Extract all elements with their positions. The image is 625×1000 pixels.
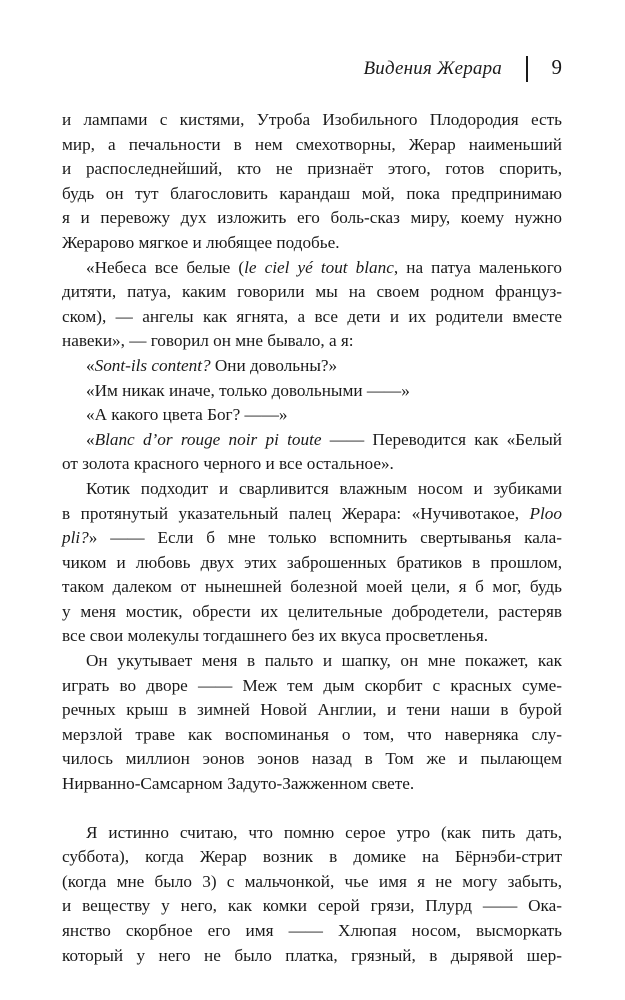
text-line: речных крыш в зимней Новой Англии, и тени наши в бурой <box>62 700 562 720</box>
text-line: дитяти, патуа, каким говорили мы на своем родном француз- <box>62 282 562 302</box>
text-line: в протянутый указательный палец Жерара: «Нучивотакое, Ploo <box>62 503 562 523</box>
text-line: у меня мостик, обрести их целительные добродетели, растеряв <box>62 601 562 621</box>
french-phrase: le ciel yé tout blanc <box>244 257 394 277</box>
text-line: и распоследнейший, кто не признаёт этого, готов спорить, <box>62 159 562 179</box>
text-line: будь он тут благословить карандаш мой, пока предпринимаю <box>62 183 562 203</box>
text-line: pli?» —— Если б мне только вспомнить свертыванья кала- <box>62 528 562 548</box>
text-line: «Sont-ils content? Они довольны?» <box>86 355 338 375</box>
text-line: Он укутывает меня в пальто и шапку, он мне покажет, как <box>86 651 562 671</box>
paragraph <box>62 649 562 797</box>
text-line: Нирванно-Самсарном Задуто-Зажженном свете. <box>62 774 415 794</box>
running-title: Видения Жерара <box>363 58 502 79</box>
running-header <box>62 50 562 90</box>
header-divider <box>526 56 528 82</box>
text-line: мир, а печальности в нем смехотворны, Жерар наименьший <box>62 134 562 154</box>
text-line: (когда мне было 3) с мальчонкой, чье имя я не могу забыть, <box>62 871 562 891</box>
text-line: суббота), когда Жерар возник в домике на Бёрнэби-стрит <box>62 847 562 867</box>
text-line: я и перевожу дух изложить его боль-сказ миру, коему нужно <box>62 208 562 228</box>
paragraph <box>62 403 562 428</box>
text-line: «Им никак иначе, только довольными ——» <box>86 380 410 400</box>
paragraph <box>62 428 562 477</box>
text-line: и веществу у него, как комки серой грязи, Плурд —— Ока- <box>62 896 562 916</box>
text-line: Котик подходит и сварливится влажным носом и зубиками <box>86 478 562 498</box>
text-line: который у него не было платка, грязный, в дырявой шер- <box>62 945 562 965</box>
paragraph <box>62 256 562 354</box>
french-phrase: Ploo <box>529 503 562 523</box>
text-line: «Blanc d’or rouge noir pi toute —— Переводится как «Белый <box>86 429 562 449</box>
french-phrase: pli? <box>62 528 89 548</box>
body-text <box>62 108 562 968</box>
page-number: 9 <box>551 55 562 79</box>
french-phrase: Blanc d’or rouge noir pi toute <box>94 429 322 449</box>
text-line: Я истинно считаю, что помню серое утро (как пить дать, <box>86 822 562 842</box>
text-line: янство скорбное его имя —— Хлюпая носом, высморкать <box>62 921 562 940</box>
text-line: и лампами с кистями, Утроба Изобильного Плодородия есть <box>62 110 562 129</box>
text-line: «Небеса все белые (le ciel yé tout blanc, на патуа маленького <box>86 257 562 277</box>
paragraph <box>62 379 562 404</box>
french-phrase: Sont-ils content? <box>94 355 211 375</box>
text-line: все свои молекулы тогдашнего без их вкуса просветленья. <box>62 626 489 646</box>
paragraph <box>62 477 562 649</box>
text-line: мерзлой траве как воспоминанья о том, что наверняка слу- <box>62 724 562 744</box>
paragraph <box>62 108 562 256</box>
paragraph <box>62 354 562 379</box>
text-line: «А какого цвета Бог? ——» <box>86 405 288 425</box>
text-line: Жерарово мягкое и любящее подобье. <box>62 232 340 252</box>
text-line: ском), — ангелы как ягнята, а все дети и их родители вместе <box>62 306 562 326</box>
text-line: играть во дворе —— Меж тем дым скорбит с красных суме- <box>62 675 562 695</box>
text-line: от золота красного черного и все остальное». <box>62 454 394 474</box>
paragraph <box>62 821 562 969</box>
text-line: чиком и любовь двух этих заброшенных братиков в прошлом, <box>62 552 562 572</box>
text-line: таком далеком от нынешней болезной моей цели, я б мог, будь <box>62 577 562 597</box>
text-line: навеки», — говорил он мне бывало, а я: <box>62 331 354 351</box>
text-line: чилось миллион эонов эонов назад в Том же и пылающем <box>62 749 562 769</box>
